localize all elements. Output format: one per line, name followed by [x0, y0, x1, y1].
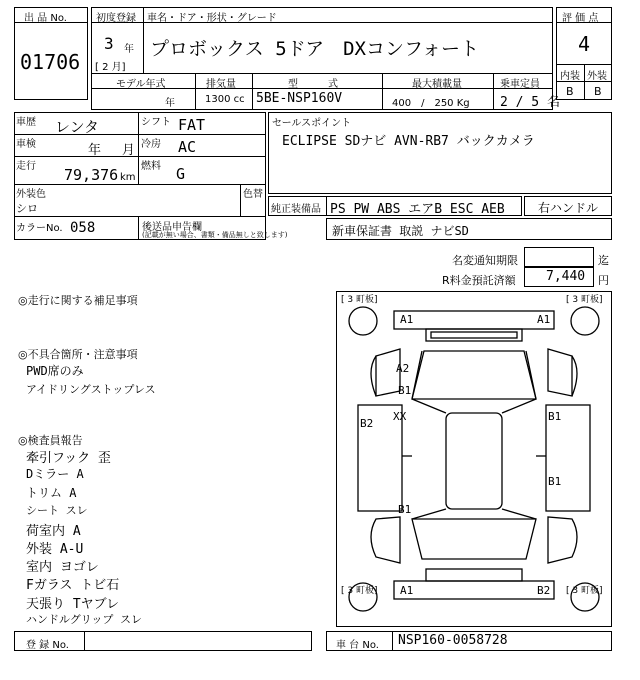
inspector-item: 牽引フック 歪 [26, 451, 111, 466]
damage-mark: A1 [400, 584, 414, 597]
damage-mark: A1 [400, 313, 414, 326]
ac-label: 冷房 [141, 139, 161, 150]
mileage-value: 79,376 [64, 166, 119, 184]
recycle-fee-unit: 円 [598, 274, 609, 287]
corner-label-br: [ 3 町板] [566, 586, 603, 596]
inspector-item: 室内 ヨゴレ [26, 560, 99, 575]
change-deadline-field [524, 247, 594, 267]
mileage-unit: km [120, 172, 136, 183]
defects-title: ◎不具合箇所・注意事項 [18, 348, 138, 361]
lot-number: 01706 [20, 50, 81, 74]
damage-mark: B2 [537, 584, 551, 597]
corner-label-tr: [ 3 町板] [566, 295, 603, 305]
exterior-color-value: シロ [16, 202, 38, 215]
inspector-item: 外装 A-U [26, 542, 84, 557]
damage-mark: B1 [548, 410, 562, 423]
model-year-label: モデル年式 [116, 79, 166, 90]
recycle-fee-label: R料金預託済額 [442, 274, 516, 287]
first-reg-year: 3 [104, 34, 114, 53]
sales-points-value: ECLIPSE SDナビ AVN-RB7 バックカメラ [282, 134, 535, 149]
repaint-label: 色替 [243, 189, 263, 200]
inspector-item: 荷室内 A [26, 524, 81, 539]
history-label: 車歴 [16, 117, 36, 128]
inspector-item: Fガラス トビ石 [26, 578, 120, 593]
shift-label: シフト [141, 117, 171, 128]
damage-mark: B1 [398, 384, 412, 397]
type-value: 5BE-NSP160V [256, 91, 343, 106]
damage-mark: A2 [396, 362, 410, 375]
max-load-value: 400 / 250 Kg [392, 98, 470, 109]
first-reg-month: [ 2 月] [95, 62, 126, 73]
history-value: レンタ [55, 118, 100, 136]
car-diagram [336, 291, 612, 627]
fuel-value: G [176, 165, 186, 183]
car-name: プロボックス 5ドア DXコンフォート [150, 38, 480, 60]
score-label: 評 価 点 [562, 13, 599, 24]
inspection-value: 年 月 [88, 143, 135, 158]
damage-mark: XX [393, 410, 407, 423]
shift-value: FAT [178, 116, 206, 134]
damage-mark: B1 [548, 475, 562, 488]
aftermarket-note: (記載が無い場合、書類・備品無しと致します) [142, 231, 288, 239]
capacity-label: 乗車定員 [500, 79, 540, 90]
fuel-label: 燃料 [141, 161, 161, 172]
mileage-label: 走行 [16, 161, 36, 172]
corner-label-tl: [ 3 町板] [341, 295, 378, 305]
inspector-item: 天張り Tヤブレ [26, 597, 120, 612]
inspector-item: シート スレ [26, 504, 88, 517]
damage-mark: A1 [537, 313, 551, 326]
lot-label: 出 品 No. [24, 13, 67, 24]
interior-label: 内装 [560, 71, 580, 82]
first-reg-year-unit: 年 [124, 44, 134, 55]
max-load-label: 最大積載量 [412, 79, 462, 90]
equipment-value: PS PW ABS エアB ESC AEB [330, 202, 505, 217]
registration-label: 登 録 No. [26, 640, 69, 651]
change-deadline-label: 名変通知期限 [452, 254, 518, 267]
first-reg-label: 初度登録 [96, 13, 136, 24]
defect-item: PWD席のみ [26, 364, 84, 378]
displacement-label: 排気量 [206, 79, 236, 90]
equipment-label: 純正装備品 [271, 204, 321, 215]
type-label: 型 式 [288, 79, 338, 90]
damage-mark: B1 [398, 503, 412, 516]
handle-value: 右ハンドル [538, 201, 599, 215]
color-no-label: カラーNo. [16, 223, 63, 234]
inspector-item: ハンドルグリップ スレ [26, 613, 142, 626]
model-year-unit: 年 [165, 98, 175, 109]
chassis-value: NSP160-0058728 [398, 633, 508, 648]
exterior-grade: B [594, 85, 602, 98]
corner-label-bl: [ 3 町板] [341, 586, 378, 596]
exterior-color-label: 外装色 [16, 189, 46, 200]
model-header-label: 車名・ドア・形状・グレード [147, 13, 277, 24]
warranty-value: 新車保証書 取説 ナビSD [332, 224, 469, 238]
change-deadline-unit: 迄 [598, 254, 609, 267]
driving-notes-title: ◎走行に関する補足事項 [18, 294, 138, 307]
recycle-fee-value: 7,440 [546, 269, 586, 284]
damage-mark: B2 [360, 417, 374, 430]
color-no-value: 058 [70, 220, 96, 236]
inspector-title: ◎検査員報告 [18, 434, 83, 447]
score-value: 4 [578, 32, 591, 56]
sales-points-label: セールスポイント [272, 118, 352, 129]
defect-item: アイドリングストップレス [26, 383, 156, 396]
inspection-label: 車検 [16, 139, 36, 150]
inspector-item: トリム A [26, 486, 77, 500]
aftermarket-label: 後送品申告欄 [142, 222, 202, 233]
inspector-item: Dミラー A [26, 467, 84, 481]
capacity-value: 2 / 5 名 [500, 95, 560, 110]
displacement-value: 1300 cc [205, 94, 245, 105]
exterior-label: 外装 [587, 71, 607, 82]
ac-value: AC [178, 138, 197, 156]
interior-grade: B [566, 85, 574, 98]
chassis-label: 車 台 No. [336, 640, 379, 651]
